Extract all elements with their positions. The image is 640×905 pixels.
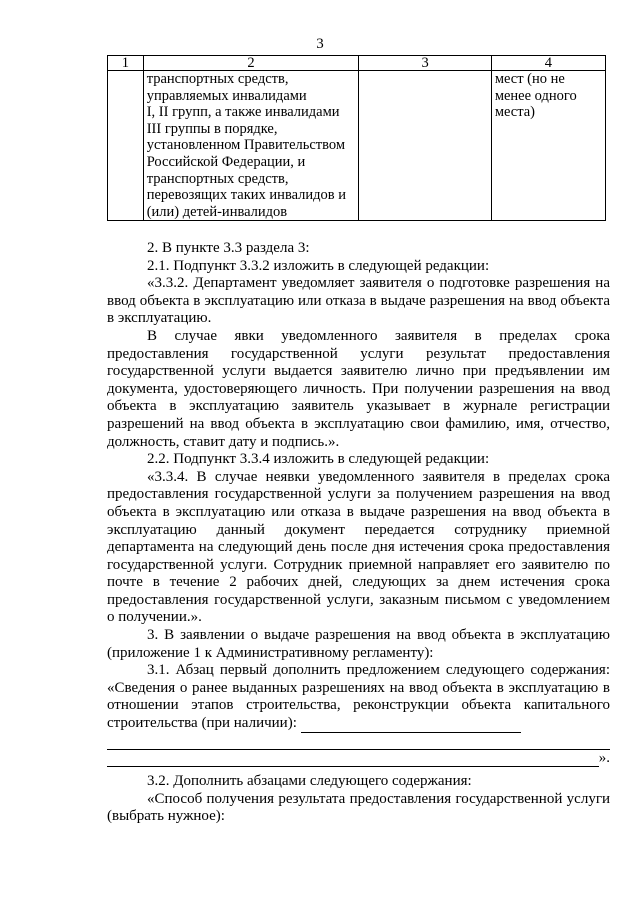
blank-line [107,754,599,767]
paragraph-with-blank [107,662,610,732]
cell-line: Российской Федерации, и [146,153,306,170]
cell-line: установленном Правительством [146,137,346,154]
paragraph: 3.2. Дополнить абзацами следующего содержания: [147,773,472,790]
cell-line: управляемых инвалидами [146,87,307,104]
table-cell-col3 [359,71,491,221]
paragraph: 3. В заявлении о выдаче разрешения на ввод объекта в эксплуатацию (приложение 1 к Административному регламенту): [107,627,610,661]
cell-line: транспортных средств, [146,170,289,187]
table-header-cell-1: 1 [108,56,144,71]
table-header-cell-4: 4 [491,56,605,71]
table-row [108,71,606,221]
blank-line-end [107,750,610,768]
paragraph-text: 3.1. Абзац первый дополнить предложением следующего содержания: «Сведения о ранее выданных разрешениях на ввод объекта в эксплуатацию в отношении этапов строительства, реконструкции объекта капитального строительства (при наличии): [107,662,610,732]
cell-line: III группы в порядке, [146,120,278,137]
table-header-row [108,56,606,71]
paragraph: В случае явки уведомленного заявителя в пределах срока предоставления государственной услуги результат предоставления государственной услуги выдается заявителю лично при предъявлении им документа, удостоверяющего личность. При получении разрешения на ввод объекта в эксплуатацию заявитель указывает в журнале регистрации разрешений на ввод объекта в эксплуатацию свои фамилию, имя, отчество, должность, ставит дату и подпись.». [107,327,610,450]
blank-line [107,733,610,750]
table-header-cell-3: 3 [359,56,491,71]
table-cell-col1 [108,71,144,221]
paragraph: «3.3.2. Департамент уведомляет заявителя о подготовке разрешения на ввод объекта в эксплуатацию или отказа в выдаче разрешения на ввод объекта в эксплуатацию. [107,275,610,327]
cell-line: менее одного [494,87,577,104]
quote-end: ». [598,749,610,766]
page-number: 3 [316,36,324,52]
table-cell-col4 [491,71,605,221]
paragraph: 2.1. Подпункт 3.3.2 изложить в следующей редакции: [147,257,490,274]
requirements-table [107,55,606,221]
document-body [107,240,610,826]
cell-line: места) [494,104,535,121]
paragraph: «Способ получения результата предоставления государственной услуги (выбрать нужное): [107,790,610,825]
cell-line: мест (но не [494,71,565,87]
paragraph: 2. В пункте 3.3 раздела 3: [147,240,310,256]
blank-line [301,720,521,733]
paragraph: «3.3.4. В случае неявки уведомленного заявителя в пределах срока предоставления государственной услуги за получением разрешения на ввод объекта в эксплуатацию или отказа в выдаче разрешения на ввод объекта в эксплуатацию данный документ передается сотруднику приемной департамента на следующий день после дня истечения срока предоставления государственной услуги. Сотрудник приемной направляет его заявителю по почте в течение 2 рабочих дней, следующих за днем истечения срока предоставления государственной услуги, заказным письмом с уведомлением о получении.». [107,468,610,626]
table-header-cell-2: 2 [143,56,359,71]
cell-line: транспортных средств, [146,71,289,87]
cell-line: перевозящих таких инвалидов и [146,187,347,204]
table-cell-col2 [143,71,359,221]
paragraph: 2.2. Подпункт 3.3.4 изложить в следующей редакции: [147,451,490,468]
cell-line: I, II групп, а также инвалидами [146,104,340,121]
cell-line: (или) детей-инвалидов [146,203,288,220]
